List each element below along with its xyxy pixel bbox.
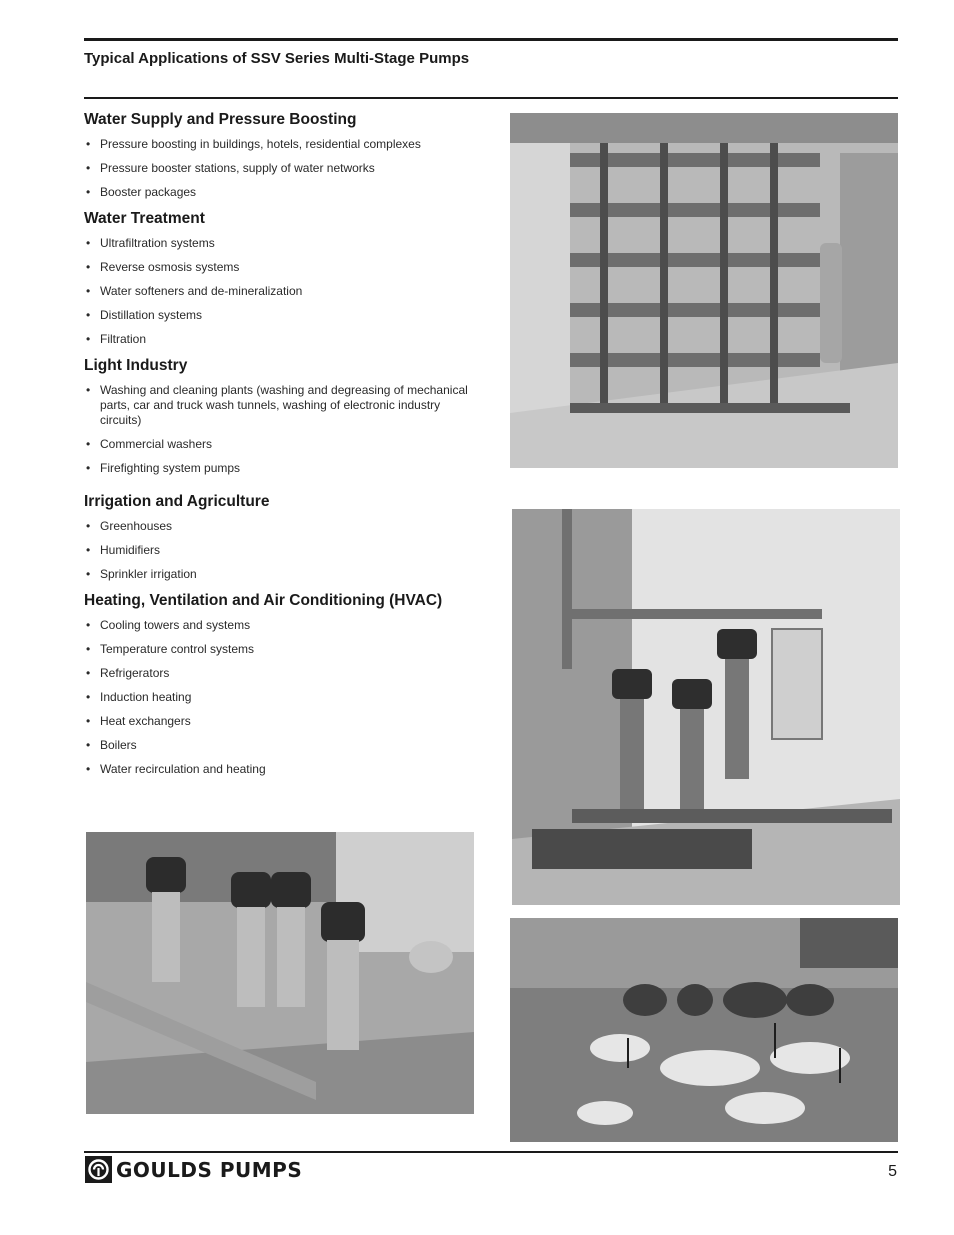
- section-heading: Water Treatment: [84, 210, 205, 227]
- section-heading: Heating, Ventilation and Air Conditioning (HVAC): [84, 592, 443, 609]
- section-light-industry: [84, 356, 484, 476]
- list-item: • Cooling towers and systems: [86, 618, 251, 632]
- page-number: 5: [888, 1163, 897, 1180]
- photo-sprinkler-irrigation: [510, 918, 898, 1142]
- list-item: • Sprinkler irrigation: [86, 567, 197, 581]
- section-heading: Irrigation and Agriculture: [84, 493, 270, 510]
- brand-name: GOULDS PUMPS: [116, 1157, 303, 1182]
- bullet-list: [84, 618, 484, 777]
- list-item: • Water softeners and de-mineralization: [86, 284, 303, 298]
- list-item: • Commercial washers: [86, 437, 213, 451]
- photo-booster-station: [512, 509, 900, 905]
- section-irrigation: [84, 492, 484, 582]
- list-item: • Temperature control systems: [86, 642, 255, 656]
- footer-rule: [84, 1151, 898, 1153]
- list-item: • Firefighting system pumps: [86, 461, 241, 475]
- list-item: • Pressure boosting in buildings, hotels, residential complexes: [86, 137, 421, 151]
- list-item: • Reverse osmosis systems: [86, 260, 240, 274]
- list-item: • Washing and cleaning plants (washing and degreasing of mechanical parts, car and truck wash tunnels, washing of electronic industry circuits): [86, 383, 468, 427]
- goulds-logo: [85, 1156, 302, 1183]
- applications-column-lower: [84, 492, 484, 786]
- list-item: • Heat exchangers: [86, 714, 191, 728]
- header-top-rule: [84, 38, 898, 41]
- photo-multi-pump-set: [86, 832, 474, 1114]
- section-hvac: [84, 591, 484, 777]
- list-item: • Greenhouses: [86, 519, 173, 533]
- photo-water-treatment-plant: [510, 113, 898, 468]
- list-item: • Boilers: [86, 738, 137, 752]
- bullet-list: [84, 519, 484, 582]
- list-item: • Distillation systems: [86, 308, 203, 322]
- list-item: • Induction heating: [86, 690, 192, 704]
- section-heading: Light Industry: [84, 357, 188, 374]
- list-item: • Water recirculation and heating: [86, 762, 266, 776]
- bullet-list: [84, 383, 484, 476]
- list-item: • Ultrafiltration systems: [86, 236, 215, 250]
- list-item: • Booster packages: [86, 185, 197, 199]
- applications-column-upper: [84, 110, 484, 485]
- list-item: • Filtration: [86, 332, 147, 346]
- bullet-list: [84, 236, 484, 347]
- bullet-list: [84, 137, 484, 200]
- header-bottom-rule: [84, 97, 898, 99]
- section-heading: Water Supply and Pressure Boosting: [84, 111, 357, 128]
- goulds-logo-icon: [85, 1156, 112, 1183]
- section-water-supply: [84, 110, 484, 200]
- list-item: • Refrigerators: [86, 666, 170, 680]
- section-water-treatment: [84, 209, 484, 347]
- list-item: • Pressure booster stations, supply of water networks: [86, 161, 375, 175]
- list-item: • Humidifiers: [86, 543, 161, 557]
- page-title: Typical Applications of SSV Series Multi-Stage Pumps: [84, 50, 470, 67]
